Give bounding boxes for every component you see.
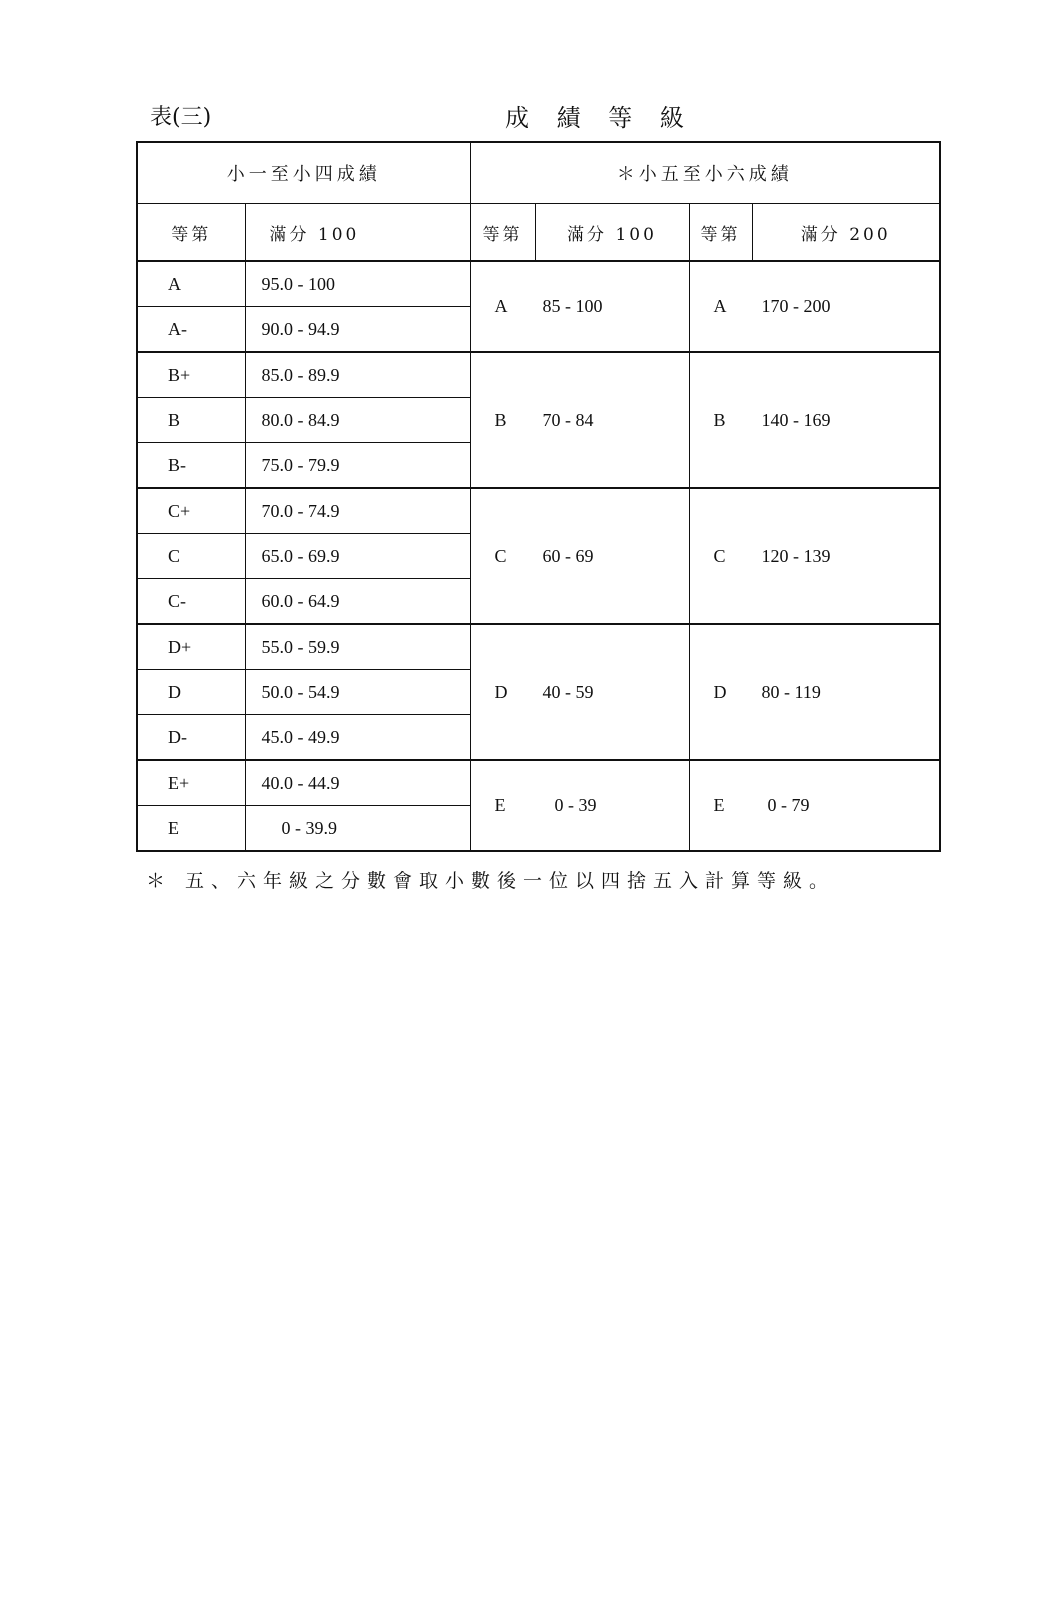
upper-range100: 70 - 84 <box>542 409 594 430</box>
lower-grade-cell: C- <box>137 579 245 625</box>
lower-grade-cell: E+ <box>137 760 245 806</box>
upper-grade: C <box>494 545 507 566</box>
upper-200-cell <box>689 261 940 352</box>
lower-grade-cell: B+ <box>137 352 245 398</box>
upper-grade: D <box>713 681 727 702</box>
upper-200-cell <box>689 624 940 760</box>
lower-range-cell: 75.0 - 79.9 <box>245 443 470 489</box>
table-row <box>137 352 940 398</box>
group-header-upper: ＊小五至小六成績 <box>470 142 940 204</box>
upper-range100: 0 - 39 <box>554 795 597 815</box>
upper-range200: 0 - 79 <box>767 795 810 815</box>
lower-grade-cell: C+ <box>137 488 245 534</box>
table-row <box>137 488 940 534</box>
col-header-full100-upper: 滿分 100 <box>535 204 689 262</box>
upper-200-cell <box>689 352 940 488</box>
upper-range200: 80 - 119 <box>761 681 821 702</box>
lower-range-cell: 85.0 - 89.9 <box>245 352 470 398</box>
upper-range100: 60 - 69 <box>542 545 594 566</box>
col-header-full200-upper: 滿分 200 <box>752 204 940 262</box>
upper-grade: A <box>494 296 508 316</box>
upper-200-cell <box>689 488 940 624</box>
grade-table <box>136 141 941 852</box>
table-label: 表(三) <box>150 105 212 130</box>
lower-range-cell: 50.0 - 54.9 <box>245 670 470 715</box>
upper-grade: C <box>713 545 726 566</box>
table-row <box>137 261 940 307</box>
lower-range-cell: 80.0 - 84.9 <box>245 398 470 443</box>
upper-grade: E <box>494 795 506 815</box>
lower-range-cell: 70.0 - 74.9 <box>245 488 470 534</box>
upper-range100: 85 - 100 <box>542 296 603 316</box>
upper-grade: E <box>713 795 725 815</box>
upper-range200: 120 - 139 <box>761 545 831 566</box>
lower-grade-cell: E <box>137 806 245 852</box>
lower-range-cell: 60.0 - 64.9 <box>245 579 470 625</box>
document-title: 成 績 等 級 <box>505 104 694 132</box>
lower-grade-cell: C <box>137 534 245 579</box>
table-row <box>137 624 940 670</box>
upper-grade: A <box>713 296 727 316</box>
upper-100-cell <box>470 760 689 851</box>
col-header-grade-upper-200: 等第 <box>689 204 752 262</box>
table-row <box>137 760 940 806</box>
lower-range-cell: 40.0 - 44.9 <box>245 760 470 806</box>
upper-range100: 40 - 59 <box>542 681 594 702</box>
upper-range200: 170 - 200 <box>761 296 831 316</box>
upper-200-cell <box>689 760 940 851</box>
lower-grade-cell: B <box>137 398 245 443</box>
lower-grade-cell: A <box>137 261 245 307</box>
col-header-grade-upper: 等第 <box>470 204 535 262</box>
col-header-grade-lower: 等第 <box>137 204 245 262</box>
upper-grade: D <box>494 681 508 702</box>
lower-grade-cell: A- <box>137 307 245 353</box>
lower-range-cell: 90.0 - 94.9 <box>245 307 470 353</box>
lower-range-cell: 0 - 39.9 <box>245 806 470 852</box>
lower-range-cell: 95.0 - 100 <box>245 261 470 307</box>
lower-grade-cell: D+ <box>137 624 245 670</box>
col-header-full100-lower: 滿分 100 <box>245 204 470 262</box>
upper-100-cell <box>470 352 689 488</box>
footnote: ＊ 五、六年級之分數會取小數後一位以四捨五入計算等級。 <box>146 870 836 892</box>
upper-range200: 140 - 169 <box>761 409 831 430</box>
upper-100-cell <box>470 488 689 624</box>
upper-100-cell <box>470 261 689 352</box>
upper-grade: B <box>494 409 507 430</box>
lower-range-cell: 45.0 - 49.9 <box>245 715 470 761</box>
group-header-lower: 小一至小四成績 <box>137 142 470 204</box>
lower-range-cell: 55.0 - 59.9 <box>245 624 470 670</box>
lower-grade-cell: D- <box>137 715 245 761</box>
lower-grade-cell: B- <box>137 443 245 489</box>
upper-100-cell <box>470 624 689 760</box>
lower-range-cell: 65.0 - 69.9 <box>245 534 470 579</box>
lower-grade-cell: D <box>137 670 245 715</box>
upper-grade: B <box>713 409 726 430</box>
